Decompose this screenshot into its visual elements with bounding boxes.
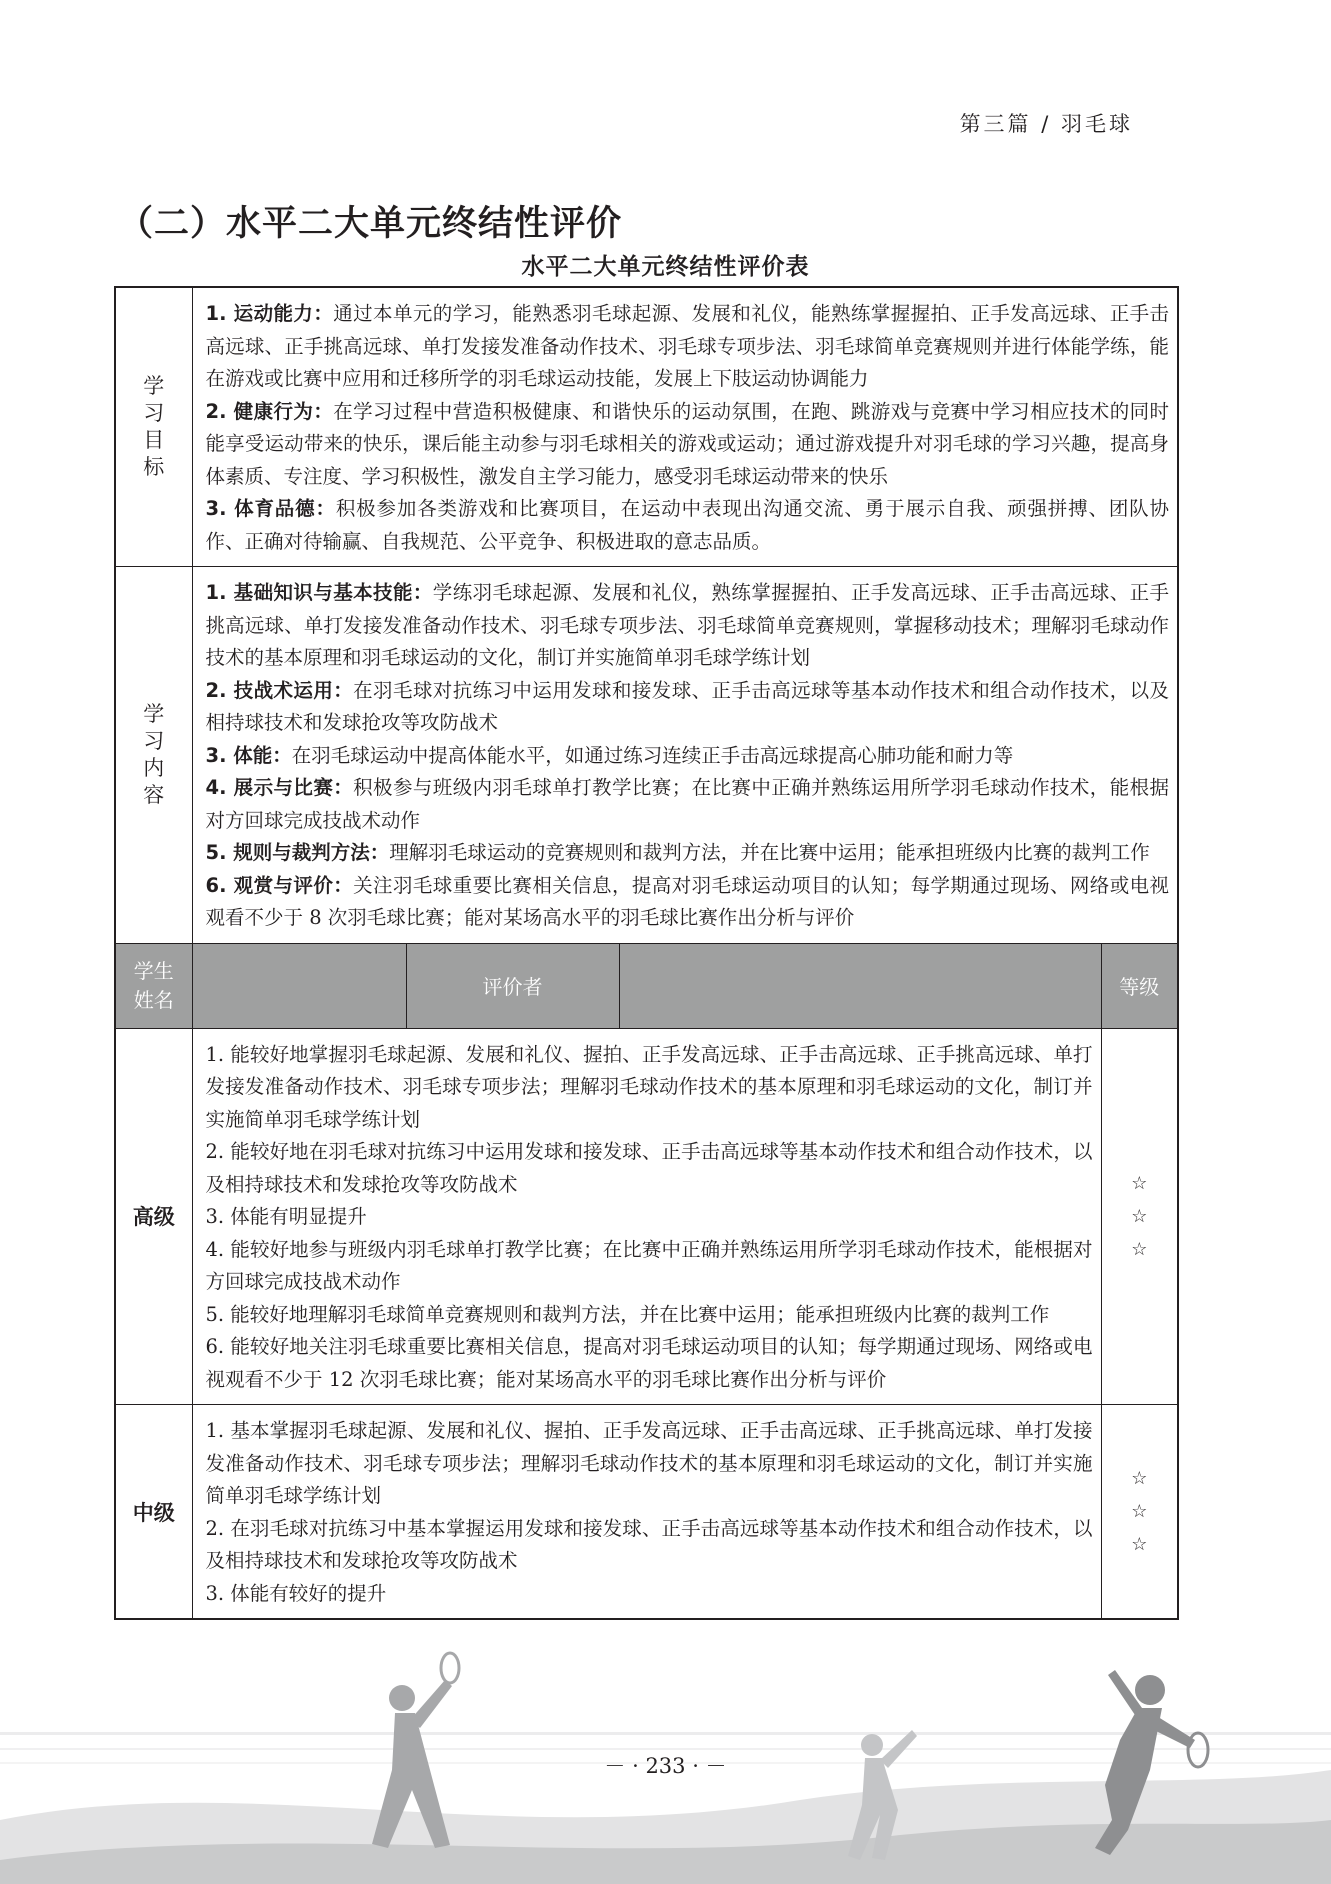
evaluation-table <box>114 286 1179 1620</box>
criteria-item: 1. 基本掌握羽毛球起源、发展和礼仪、握拍、正手发高远球、正手击高远球、正手挑高远球、单打发接发准备动作技术、羽毛球专项步法；理解羽毛球动作技术的基本原理和羽毛球运动的文化，制订并实施简单羽毛球学练计划 <box>205 1419 1093 1507</box>
grade-header: 等级 <box>1101 943 1178 1028</box>
learning-content-label: 学 习 内 容 <box>115 567 192 944</box>
goal-item: 2. 健康行为：在学习过程中营造积极健康、和谐快乐的运动氛围，在跑、跳游戏与竞赛中学习相应技术的同时能享受运动带来的快乐，课后能主动参与羽毛球相关的游戏或运动；通过游戏提升对羽毛球的学习兴趣，提高身体素质、专注度、学习积极性，激发自主学习能力，感受羽毛球运动带来的快乐 <box>205 399 1170 488</box>
level-criteria <box>192 1028 1101 1405</box>
content-item: 6. 观赏与评价：关注羽毛球重要比赛相关信息，提高对羽毛球运动项目的认知；每学期通过现场、网络或电视观看不少于 8 次羽毛球比赛；能对某场高水平的羽毛球比赛作出分析与评价 <box>205 873 1170 929</box>
running-head: 第三篇 / 羽毛球 <box>959 112 1133 136</box>
star-icon: ☆ <box>1131 1534 1148 1555</box>
criteria-item: 5. 能较好地理解羽毛球简单竞赛规则和裁判方法，并在比赛中运用；能承担班级内比赛的裁判工作 <box>205 1302 1050 1326</box>
level-label: 高级 <box>115 1028 192 1405</box>
star-icon: ☆ <box>1131 1468 1148 1489</box>
level-criteria <box>192 1405 1101 1620</box>
criteria-item: 6. 能较好地关注羽毛球重要比赛相关信息，提高对羽毛球运动项目的认知；每学期通过现场、网络或电视观看不少于 12 次羽毛球比赛；能对某场高水平的羽毛球比赛作出分析与评价 <box>205 1335 1093 1391</box>
criteria-item: 4. 能较好地参与班级内羽毛球单打教学比赛；在比赛中正确并熟练运用所学羽毛球动作技术，能根据对方回球完成技战术动作 <box>205 1237 1093 1293</box>
criteria-item: 2. 能较好地在羽毛球对抗练习中运用发球和接发球、正手击高远球等基本动作技术和组合动作技术，以及相持球技术和发球抢攻等攻防战术 <box>205 1140 1093 1196</box>
page-number: － · 233 · － <box>604 1754 727 1778</box>
level-row-advanced <box>115 1028 1178 1405</box>
criteria-item: 3. 体能有明显提升 <box>205 1205 367 1228</box>
learning-goals-label: 学 习 目 标 <box>115 287 192 567</box>
level-row-intermediate <box>115 1405 1178 1620</box>
level-label: 中级 <box>115 1405 192 1620</box>
grade-header-row <box>115 943 1178 1028</box>
star-icon: ☆ <box>1131 1501 1148 1522</box>
content-item: 1. 基础知识与基本技能：学练羽毛球起源、发展和礼仪，熟练掌握握拍、正手发高远球、正手击高远球、正手挑高远球、单打发接发准备动作技术、羽毛球专项步法、羽毛球简单竞赛规则，掌握移动技术；理解羽毛球动作技术的基本原理和羽毛球运动的文化，制订并实施简单羽毛球学练计划 <box>205 581 1170 669</box>
grade-stars <box>1101 1405 1178 1620</box>
grade-stars <box>1101 1028 1178 1405</box>
evaluator-header: 评价者 <box>406 943 619 1028</box>
table-title: 水平二大单元终结性评价表 <box>521 254 810 280</box>
star-icon: ☆ <box>1131 1205 1148 1227</box>
section-title: （二）水平二大单元终结性评价 <box>118 204 623 244</box>
evaluator-cell <box>619 943 1101 1028</box>
goal-item: 3. 体育品德：积极参加各类游戏和比赛项目，在运动中表现出沟通交流、勇于展示自我、顽强拼搏、团队协作、正确对待输赢、自我规范、公平竞争、积极进取的意志品质。 <box>205 497 1170 553</box>
learning-goals-content <box>192 287 1178 567</box>
star-icon: ☆ <box>1131 1238 1148 1260</box>
learning-goals-row <box>115 287 1178 567</box>
content-item: 5. 规则与裁判方法：理解羽毛球运动的竞赛规则和裁判方法，并在比赛中运用；能承担班级内比赛的裁判工作 <box>205 841 1150 864</box>
learning-content-content <box>192 567 1178 944</box>
content-item: 3. 体能：在羽毛球运动中提高体能水平，如通过练习连续正手击高远球提高心肺功能和耐力等 <box>205 743 1014 767</box>
student-name-header: 学生 姓名 <box>115 943 192 1028</box>
criteria-item: 1. 能较好地掌握羽毛球起源、发展和礼仪、握拍、正手发高远球、正手击高远球、正手挑高远球、单打发接发准备动作技术、羽毛球专项步法；理解羽毛球动作技术的基本原理和羽毛球运动的文化，制订并实施简单羽毛球学练计划 <box>205 1042 1093 1131</box>
learning-content-row <box>115 567 1178 944</box>
content-item: 2. 技战术运用：在羽毛球对抗练习中运用发球和接发球、正手击高远球等基本动作技术和组合动作技术，以及相持球技术和发球抢攻等攻防战术 <box>205 678 1170 734</box>
criteria-item: 2. 在羽毛球对抗练习中基本掌握运用发球和接发球、正手击高远球等基本动作技术和组合动作技术，以及相持球技术和发球抢攻等攻防战术 <box>205 1516 1093 1572</box>
content-item: 4. 展示与比赛：积极参与班级内羽毛球单打教学比赛；在比赛中正确并熟练运用所学羽毛球动作技术，能根据对方回球完成技战术动作 <box>205 776 1170 832</box>
star-icon: ☆ <box>1131 1172 1148 1194</box>
goal-item: 1. 运动能力：通过本单元的学习，能熟悉羽毛球起源、发展和礼仪，能熟练掌握握拍、正手发高远球、正手击高远球、正手挑高远球、单打发接发准备动作技术、羽毛球专项步法、羽毛球简单竞赛规则并进行体能学练，能在游戏或比赛中应用和迁移所学的羽毛球运动技能，发展上下肢运动协调能力 <box>205 302 1170 390</box>
student-name-cell <box>192 943 406 1028</box>
criteria-item: 3. 体能有较好的提升 <box>205 1581 387 1605</box>
